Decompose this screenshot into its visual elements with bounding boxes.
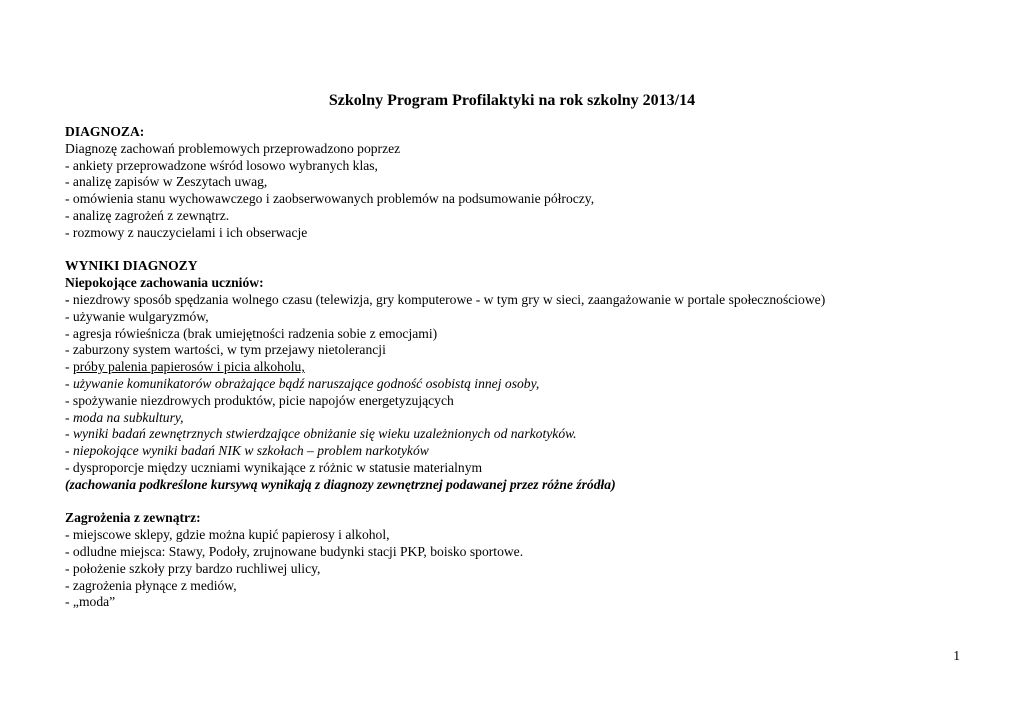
page-number: 1 <box>953 648 960 663</box>
italic-item-text: używanie komunikatorów obrażające bądź naruszające godność osobistą innej osoby, <box>72 375 540 391</box>
spacer <box>65 494 965 511</box>
underlined-item-text: próby palenia papierosów i picia alkoholu, <box>72 359 305 375</box>
wyniki-item: - agresja rówieśnicza (brak umiejętności radzenia sobie z emocjami) <box>65 325 438 341</box>
wyniki-item <box>65 410 965 427</box>
document-body <box>65 124 965 611</box>
bullet-dash: - <box>65 443 73 459</box>
zagrozenia-heading: Zagrożenia z zewnątrz: <box>65 510 201 526</box>
spacer <box>65 242 965 259</box>
wyniki-item <box>65 292 965 309</box>
wyniki-item <box>65 376 965 393</box>
wyniki-item <box>65 443 965 460</box>
wyniki-item: - dysproporcje między uczniami wynikające z różnic w statusie materialnym <box>65 459 483 475</box>
italic-item-text: niepokojące wyniki badań NIK w szkołach – problem narkotyków <box>72 443 429 459</box>
wyniki-item: - spożywanie niezdrowych produktów, picie napojów energetyzujących <box>65 392 454 408</box>
diagnoza-line: - rozmowy z nauczycielami i ich obserwacje <box>65 224 308 240</box>
wyniki-note: (zachowania podkreślone kursywą wynikają z diagnozy zewnętrznej podawanej przez różne źródła) <box>65 476 616 492</box>
zagrozenia-line: - „moda” <box>65 594 116 610</box>
diagnoza-line: - ankiety przeprowadzone wśród losowo wybranych klas, <box>65 157 378 173</box>
wyniki-item: - używanie wulgaryzmów, <box>65 308 209 324</box>
bullet-dash: - <box>65 409 73 425</box>
bullet-dash: - <box>65 359 73 375</box>
italic-item-text: wyniki badań zewnętrznych stwierdzające obniżanie się wieku uzależnionych od narkotyków. <box>72 426 577 442</box>
wyniki-item <box>65 426 965 443</box>
wyniki-heading: WYNIKI DIAGNOZY <box>65 258 198 274</box>
wyniki-item: - zaburzony system wartości, w tym przejawy nietolerancji <box>65 342 386 358</box>
wyniki-item-text: niezdrowy sposób spędzania wolnego czasu (telewizja, gry komputerowe - w tym gry w sieci, zaangażowanie w portale społecznościowe) <box>69 291 826 307</box>
wyniki-item <box>65 359 965 376</box>
diagnoza-line: - omówienia stanu wychowawczego i zaobserwowanych problemów na podsumowanie półroczy, <box>65 191 595 207</box>
zagrozenia-line: - położenie szkoły przy bardzo ruchliwej ulicy, <box>65 560 321 576</box>
italic-item-text: moda na subkultury, <box>72 409 184 425</box>
diagnoza-line: - analizę zagrożeń z zewnątrz. <box>65 207 230 223</box>
diagnoza-line: - analizę zapisów w Zeszytach uwag, <box>65 174 268 190</box>
zagrozenia-line: - odludne miejsca: Stawy, Podoły, zrujnowane budynki stacji PKP, boisko sportowe. <box>65 543 524 559</box>
diagnoza-heading: DIAGNOZA: <box>65 124 145 139</box>
zagrozenia-line: - miejscowe sklepy, gdzie można kupić papierosy i alkohol, <box>65 527 390 543</box>
zagrozenia-line: - zagrożenia płynące z mediów, <box>65 577 237 593</box>
diagnoza-line: Diagnozę zachowań problemowych przeprowadzono poprzez <box>65 140 401 156</box>
bullet-dash: - <box>65 375 73 391</box>
bullet-dash: - <box>65 426 73 442</box>
wyniki-subheading: Niepokojące zachowania uczniów: <box>65 275 264 291</box>
bullet-dash: - <box>65 291 70 307</box>
document-title: Szkolny Program Profilaktyki na rok szkolny 2013/14 <box>328 92 696 109</box>
